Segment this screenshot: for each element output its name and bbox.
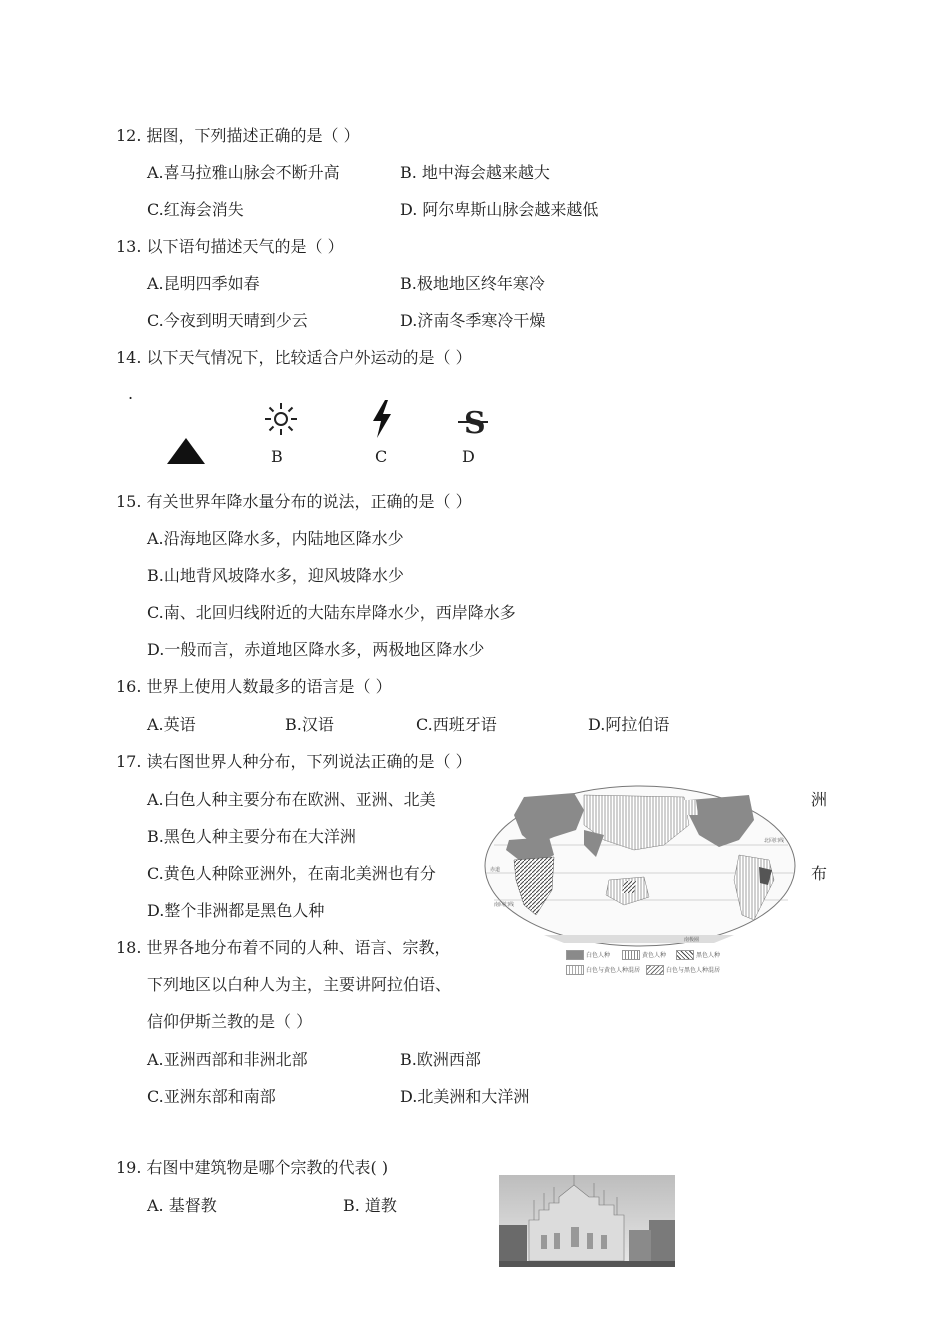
q18-stem-line1: 18. 世界各地分布着不同的人种、语言、宗教， — [116, 938, 451, 957]
q18-option-b: B.欧洲西部 — [400, 1050, 481, 1069]
q16-option-a: A.英语 — [147, 715, 196, 734]
q19-stem: 19. 右图中建筑物是哪个宗教的代表( ) — [116, 1158, 389, 1177]
q13-option-b: B.极地地区终年寒冷 — [400, 274, 545, 293]
legend-yellow: 黄色人种 — [642, 952, 667, 959]
q17-option-c-end: 布 — [811, 864, 828, 883]
legend-swatch-white-yellow — [566, 965, 584, 975]
legend-swatch-white — [566, 950, 584, 960]
q14-dot: . — [128, 384, 134, 403]
svg-text:S: S — [464, 406, 486, 438]
map-label-tropic-capricorn: 南回归线 — [494, 902, 515, 908]
map-legend — [566, 948, 766, 978]
triangle-icon — [166, 436, 206, 466]
q13-option-c: C.今夜到明天晴到少云 — [147, 311, 308, 330]
map-label-antarctic-circle: 南极圈 — [684, 937, 700, 943]
q17-option-b: B.黑色人种主要分布在大洋洲 — [147, 827, 356, 846]
q13-stem: 13. 以下语句描述天气的是（ ） — [116, 237, 344, 256]
sun-icon — [264, 402, 298, 436]
q15-stem: 15. 有关世界年降水量分布的说法，正确的是（ ） — [116, 492, 472, 511]
q16-option-c: C.西班牙语 — [416, 715, 497, 734]
sandstorm-icon — [455, 404, 491, 438]
q12-option-a: A.喜马拉雅山脉会不断升高 — [147, 163, 340, 182]
q18-option-d: D.北美洲和大洋洲 — [400, 1087, 530, 1106]
lightning-icon — [370, 400, 394, 438]
q18-option-a: A.亚洲西部和非洲北部 — [147, 1050, 308, 1069]
q19-option-b: B. 道教 — [343, 1196, 397, 1215]
cathedral-photo — [499, 1175, 675, 1267]
legend-black: 黑色人种 — [696, 952, 721, 959]
q18-option-c: C.亚洲东部和南部 — [147, 1087, 276, 1106]
q14-option-c-label: C — [375, 447, 388, 466]
q17-option-a-end: 洲 — [811, 790, 828, 809]
world-race-map — [484, 785, 797, 948]
q15-option-a: A.沿海地区降水多，内陆地区降水少 — [147, 529, 404, 548]
q15-option-c: C.南、北回归线附近的大陆东岸降水少，西岸降水多 — [147, 603, 516, 622]
legend-swatch-yellow — [622, 950, 640, 960]
q18-stem-line3: 信仰伊斯兰教的是（ ） — [147, 1012, 313, 1031]
q13-option-a: A.昆明四季如春 — [147, 274, 260, 293]
q17-option-a: A.白色人种主要分布在欧洲、亚洲、北美 — [147, 790, 436, 809]
q14-stem: 14. 以下天气情况下，比较适合户外运动的是（ ） — [116, 348, 472, 367]
legend-swatch-white-black — [646, 965, 664, 975]
q13-option-d: D.济南冬季寒冷干燥 — [400, 311, 546, 330]
q18-stem-line2: 下列地区以白种人为主，主要讲阿拉伯语、 — [147, 975, 452, 994]
map-label-tropic-cancer: 北回归线 — [764, 838, 785, 844]
q17-stem: 17. 读右图世界人种分布，下列说法正确的是（ ） — [116, 752, 472, 771]
q16-option-d: D.阿拉伯语 — [588, 715, 670, 734]
q15-option-d: D.一般而言，赤道地区降水多，两极地区降水少 — [147, 640, 485, 659]
q17-option-d: D.整个非洲都是黑色人种 — [147, 901, 325, 920]
q12-option-d: D. 阿尔卑斯山脉会越来越低 — [400, 200, 599, 219]
q16-option-b: B.汉语 — [285, 715, 334, 734]
q12-stem: 12. 据图，下列描述正确的是（ ） — [116, 126, 360, 145]
q19-option-a: A. 基督教 — [147, 1196, 217, 1215]
q12-option-b: B. 地中海会越来越大 — [400, 163, 550, 182]
legend-swatch-black — [676, 950, 694, 960]
map-label-equator: 赤道 — [490, 867, 501, 873]
legend-white-yellow: 白色与黄色人种混居 — [586, 967, 641, 974]
q17-option-c: C.黄色人种除亚洲外，在南北美洲也有分 — [147, 864, 436, 883]
q14-option-b-label: B — [271, 447, 283, 466]
q15-option-b: B.山地背风坡降水多，迎风坡降水少 — [147, 566, 404, 585]
q16-stem: 16. 世界上使用人数最多的语言是（ ） — [116, 677, 392, 696]
q14-option-d-label: D — [462, 447, 475, 466]
q12-option-c: C.红海会消失 — [147, 200, 244, 219]
legend-white-black: 白色与黑色人种混居 — [666, 967, 721, 974]
legend-white: 白色人种 — [586, 952, 611, 959]
